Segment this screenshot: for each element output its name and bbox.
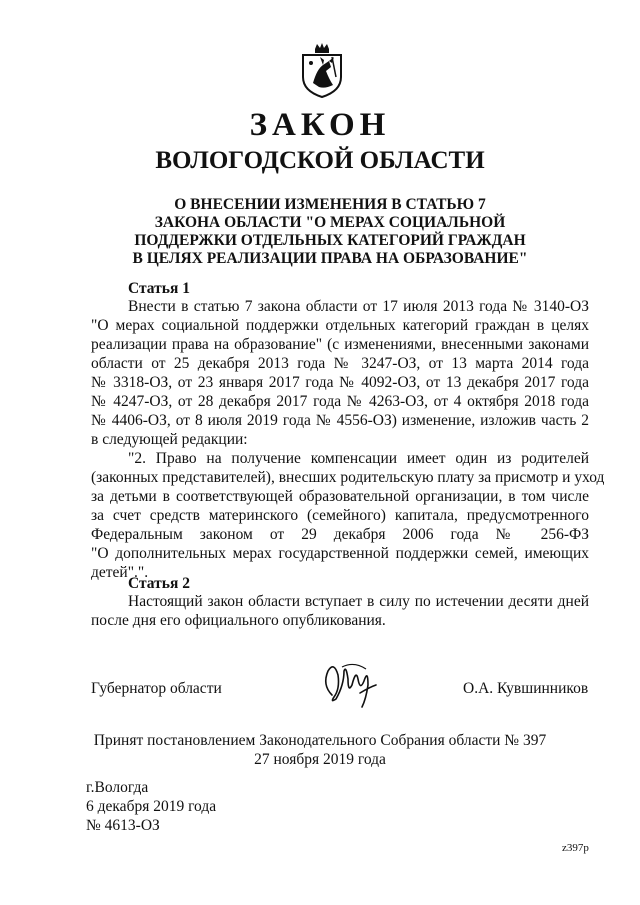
text-line: Внести в статью 7 закона области от 17 июля 2013 года № 3140-ОЗ <box>128 298 589 315</box>
law-number: № 4613-ОЗ <box>86 817 160 834</box>
heading-line: О ВНЕСЕНИИ ИЗМЕНЕНИЯ В СТАТЬЮ 7 <box>174 196 486 213</box>
adoption-line: 27 ноября 2019 года <box>254 751 386 768</box>
text-line: (законных представителей), внесших родительскую плату за присмотр и уход <box>91 469 605 486</box>
document-title: ЗАКОН <box>249 107 391 143</box>
adoption-note <box>0 731 640 769</box>
document-subtitle: ВОЛОГОДСКОЙ ОБЛАСТИ <box>155 147 485 174</box>
text-line: детей".". <box>91 564 149 581</box>
heading-line: В ЦЕЛЯХ РЕАЛИЗАЦИИ ПРАВА НА ОБРАЗОВАНИЕ" <box>132 250 528 267</box>
signatory-name: О.А. Кувшинников <box>463 680 589 697</box>
text-line: "О мерах социальной поддержки отдельных категорий граждан в целях <box>91 317 589 334</box>
coat-of-arms-emblem <box>299 43 345 99</box>
article-2-title: Статья 2 <box>128 575 190 592</box>
text-line: № 4247-ОЗ, от 28 декабря 2017 года № 4263-ОЗ, от 4 октября 2018 года <box>91 393 589 410</box>
text-line: № 4406-ОЗ, от 8 июля 2019 года № 4556-ОЗ) изменение, изложив часть 2 <box>91 412 589 429</box>
article-1-body <box>91 297 605 582</box>
document-code: z397p <box>562 842 589 854</box>
text-line: области от 25 декабря 2013 года № 3247-ОЗ, от 13 марта 2014 года <box>91 355 589 372</box>
signing-date: 6 декабря 2019 года <box>86 798 217 815</box>
article-2-body <box>91 592 589 630</box>
heading-line: ПОДДЕРЖКИ ОТДЕЛЬНЫХ КАТЕГОРИЙ ГРАЖДАН <box>134 232 526 249</box>
signatory-position: Губернатор области <box>91 680 222 697</box>
heading-line: ЗАКОНА ОБЛАСТИ "О МЕРАХ СОЦИАЛЬНОЙ <box>154 214 506 231</box>
text-line: Федеральным законом от 29 декабря 2006 года № 256-ФЗ <box>91 526 589 543</box>
text-line: после дня его официального опубликования. <box>91 612 386 629</box>
text-line: "2. Право на получение компенсации имеет один из родителей <box>128 450 589 467</box>
text-line: за счет средств материнского (семейного) капитала, предусмотренного <box>91 507 589 524</box>
text-line: Настоящий закон области вступает в силу по истечении десяти дней <box>128 593 589 610</box>
city: г.Вологда <box>86 779 149 796</box>
law-heading <box>120 196 540 268</box>
article-1-title: Статья 1 <box>128 280 190 297</box>
text-line: за детьми в соответствующей образовательной организации, в том числе <box>91 488 589 505</box>
handwritten-signature <box>318 655 380 711</box>
text-line: в следующей редакции: <box>91 431 248 448</box>
text-line: "О дополнительных мерах государственной поддержки семей, имеющих <box>91 545 589 562</box>
text-line: реализации права на образование" (с изменениями, внесенными законами <box>91 336 589 353</box>
text-line: № 3318-ОЗ, от 23 января 2017 года № 4092-ОЗ, от 13 декабря 2017 года <box>91 374 589 391</box>
adoption-line: Принят постановлением Законодательного Собрания области № 397 <box>93 732 547 749</box>
